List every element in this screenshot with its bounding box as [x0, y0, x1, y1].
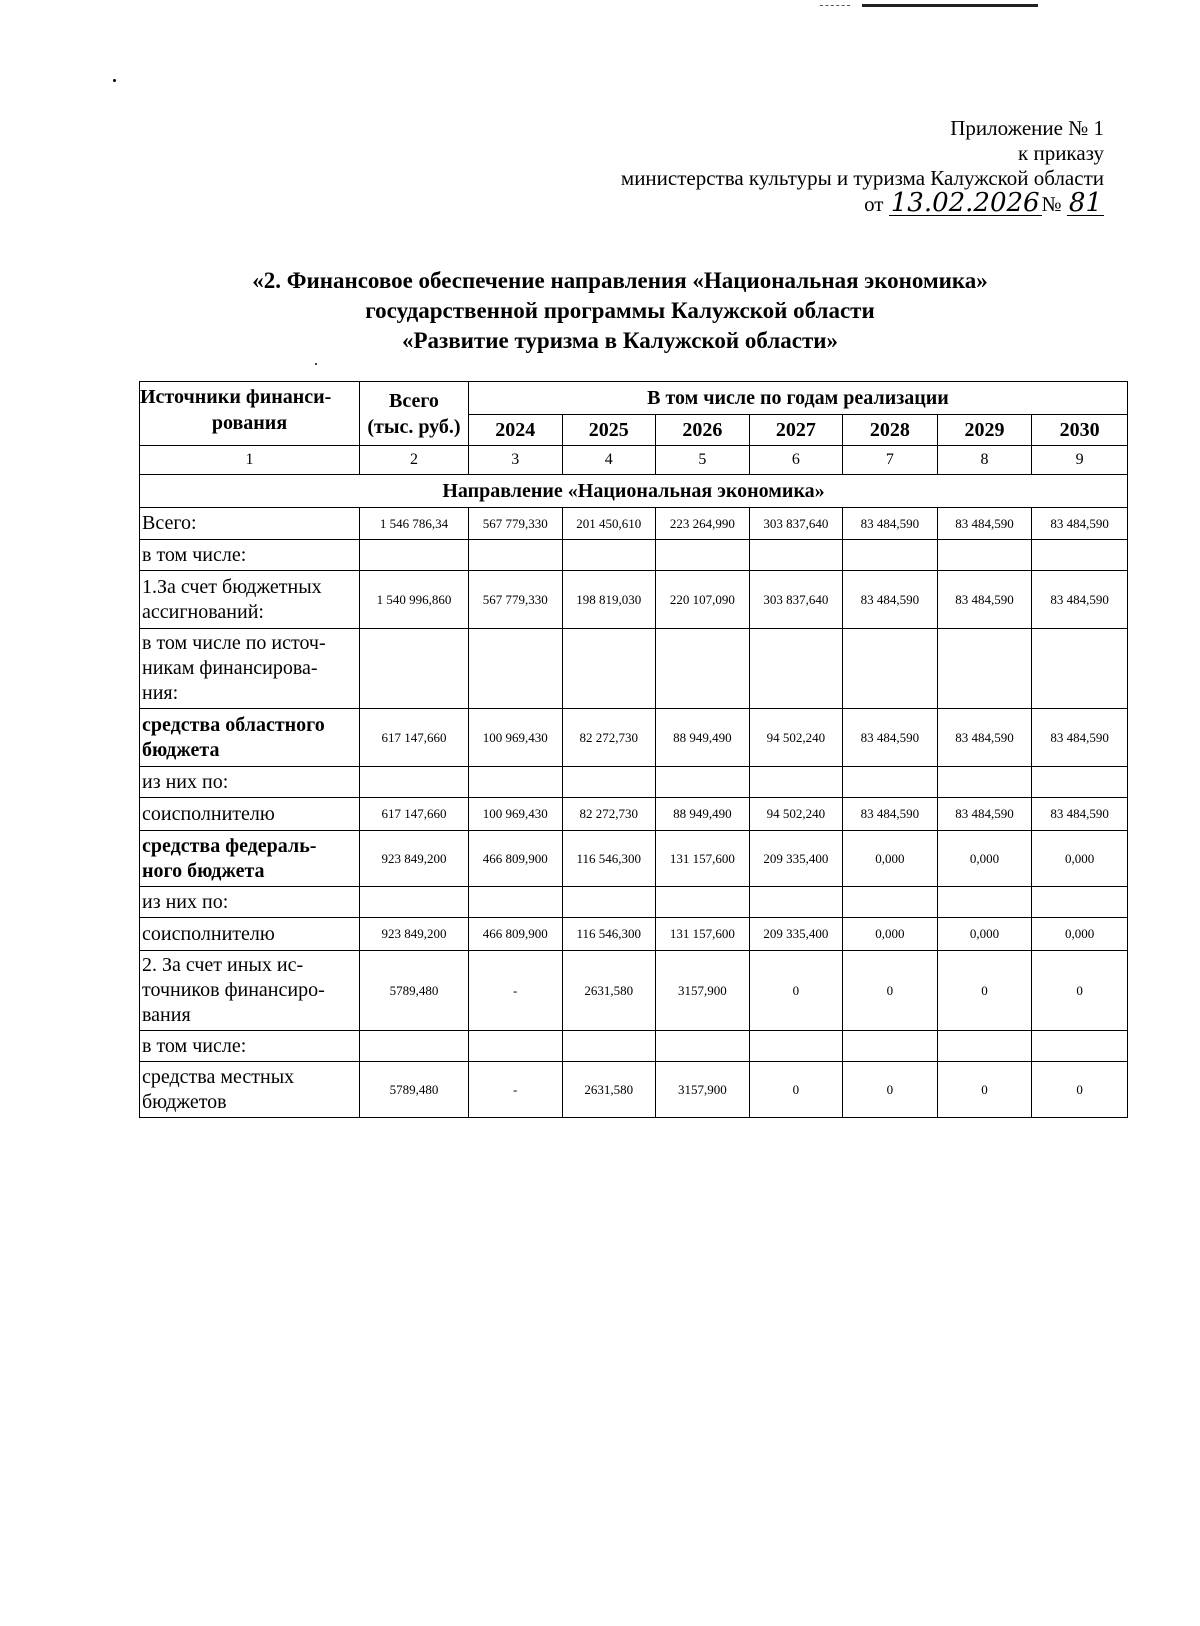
- cell-total: [359, 887, 468, 918]
- cell-year-value: -: [468, 1062, 562, 1118]
- cell-year-value: 0: [937, 951, 1032, 1031]
- row-label-line: 1.За счет бюджетных: [142, 575, 322, 598]
- cell-year-value: 303 837,640: [749, 508, 843, 540]
- cell-year-value: 0: [749, 1062, 843, 1118]
- cell-year-value: 466 809,900: [468, 831, 562, 887]
- header-total-line: Всего: [389, 389, 439, 412]
- cell-year-value: 220 107,090: [656, 571, 750, 629]
- header-year: 2028: [843, 415, 938, 446]
- cell-year-value: 2631,580: [562, 1062, 656, 1118]
- cell-year-value: 94 502,240: [749, 798, 843, 831]
- row-label: [140, 1062, 360, 1118]
- cell-year-value: 0: [843, 1062, 938, 1118]
- cell-total: 5789,480: [359, 1062, 468, 1118]
- cell-total: 617 147,660: [359, 709, 468, 767]
- cell-year-value: [562, 767, 656, 798]
- row-label-line: ния:: [142, 682, 179, 704]
- row-label-line: средства местных: [142, 1065, 295, 1088]
- header-total-line: (тыс. руб.): [367, 415, 461, 438]
- column-number: 4: [562, 446, 656, 475]
- row-label-line: ассигнований:: [142, 600, 264, 623]
- row-label-line: бюджета: [142, 738, 220, 761]
- cell-year-value: 88 949,490: [656, 798, 750, 831]
- cell-year-value: 209 335,400: [749, 831, 843, 887]
- cell-year-value: 88 949,490: [656, 709, 750, 767]
- cell-year-value: [843, 887, 938, 918]
- cell-year-value: [937, 540, 1032, 571]
- column-number: 2: [359, 446, 468, 475]
- row-label-line: средства областного: [142, 713, 325, 736]
- cell-year-value: 0: [1032, 1062, 1128, 1118]
- cell-year-value: 83 484,590: [843, 798, 938, 831]
- cell-year-value: 83 484,590: [1032, 709, 1128, 767]
- cell-total: 923 849,200: [359, 831, 468, 887]
- row-label-line: 2. За счет иных ис-: [142, 954, 304, 976]
- table-row: [140, 1062, 1128, 1118]
- header-year: 2026: [656, 415, 750, 446]
- cell-year-value: [656, 629, 750, 709]
- cell-year-value: [749, 767, 843, 798]
- column-number: 9: [1032, 446, 1128, 475]
- cell-year-value: 83 484,590: [843, 709, 938, 767]
- scan-speck: [113, 79, 116, 82]
- column-number: 3: [468, 446, 562, 475]
- header-by-years: В том числе по годам реализации: [468, 382, 1127, 415]
- row-label-line: соисполнителю: [142, 802, 275, 825]
- cell-total: [359, 629, 468, 709]
- cell-year-value: 0: [937, 1062, 1032, 1118]
- cell-year-value: 0: [1032, 951, 1128, 1031]
- cell-total: [359, 540, 468, 571]
- cell-year-value: [468, 1031, 562, 1062]
- row-label: [140, 767, 360, 798]
- cell-year-value: [468, 629, 562, 709]
- section-title: Направление «Национальная экономика»: [140, 475, 1128, 508]
- annex-title: Приложение № 1: [950, 116, 1104, 140]
- scan-speck: [315, 363, 317, 365]
- title-line: «Развитие туризма в Калужской области»: [401, 328, 839, 353]
- row-label: [140, 831, 360, 887]
- cell-year-value: 3157,900: [656, 951, 750, 1031]
- cell-year-value: [1032, 767, 1128, 798]
- title-line: государственной программы Калужской области: [365, 298, 875, 323]
- cell-year-value: 83 484,590: [1032, 571, 1128, 629]
- row-label-line: в том числе:: [142, 1034, 247, 1057]
- column-number: 7: [843, 446, 938, 475]
- cell-year-value: [843, 767, 938, 798]
- row-label-line: соисполнителю: [142, 922, 275, 945]
- cell-year-value: [562, 1031, 656, 1062]
- cell-year-value: 3157,900: [656, 1062, 750, 1118]
- cell-year-value: 83 484,590: [937, 508, 1032, 540]
- cell-year-value: 83 484,590: [1032, 508, 1128, 540]
- cell-total: 923 849,200: [359, 918, 468, 951]
- header-sources-line: рования: [211, 412, 288, 434]
- cell-year-value: 567 779,330: [468, 508, 562, 540]
- cell-year-value: [656, 1031, 750, 1062]
- row-label: [140, 508, 360, 540]
- table-row: [140, 798, 1128, 831]
- cell-year-value: 0,000: [937, 831, 1032, 887]
- table-row: [140, 918, 1128, 951]
- row-label: [140, 1031, 360, 1062]
- cell-year-value: 131 157,600: [656, 831, 750, 887]
- cell-year-value: [468, 767, 562, 798]
- cell-year-value: 83 484,590: [937, 571, 1032, 629]
- cell-year-value: [468, 887, 562, 918]
- cell-year-value: [749, 887, 843, 918]
- header-year: 2030: [1032, 415, 1128, 446]
- row-label: [140, 629, 360, 709]
- cell-year-value: 0: [749, 951, 843, 1031]
- number-prefix: №: [1041, 192, 1062, 216]
- cell-year-value: 83 484,590: [1032, 798, 1128, 831]
- annex-order-ref: к приказу: [1018, 141, 1104, 165]
- row-label-line: никам финансирова-: [142, 657, 318, 679]
- cell-year-value: [562, 887, 656, 918]
- row-label-line: ного бюджета: [142, 859, 265, 882]
- row-label-line: в том числе по источ-: [142, 632, 326, 654]
- cell-year-value: 116 546,300: [562, 918, 656, 951]
- cell-total: [359, 767, 468, 798]
- handwritten-number: 81: [1068, 188, 1102, 218]
- cell-year-value: [937, 1031, 1032, 1062]
- cell-year-value: 201 450,610: [562, 508, 656, 540]
- cell-year-value: 0: [843, 951, 938, 1031]
- title-line: «2. Финансовое обеспечение направления «Национальная экономика»: [252, 268, 988, 293]
- cell-year-value: [749, 540, 843, 571]
- cell-year-value: 567 779,330: [468, 571, 562, 629]
- cell-year-value: 116 546,300: [562, 831, 656, 887]
- cell-year-value: 466 809,900: [468, 918, 562, 951]
- cell-year-value: [843, 629, 938, 709]
- table-row: [140, 508, 1128, 540]
- column-number: 6: [749, 446, 843, 475]
- cell-year-value: [656, 887, 750, 918]
- cell-year-value: [656, 767, 750, 798]
- cell-total: 1 546 786,34: [359, 508, 468, 540]
- table-row: [140, 1031, 1128, 1062]
- cell-year-value: [562, 540, 656, 571]
- cell-year-value: [749, 1031, 843, 1062]
- cell-year-value: [843, 540, 938, 571]
- row-label: [140, 887, 360, 918]
- cell-year-value: [468, 540, 562, 571]
- cell-year-value: 0,000: [937, 918, 1032, 951]
- row-label: [140, 951, 360, 1031]
- document-title: [140, 266, 1100, 356]
- cell-year-value: [937, 887, 1032, 918]
- table-row: [140, 831, 1128, 887]
- cell-year-value: [1032, 540, 1128, 571]
- cell-year-value: -: [468, 951, 562, 1031]
- cell-year-value: 209 335,400: [749, 918, 843, 951]
- scan-mark-dash: [820, 5, 850, 7]
- scan-mark-line: [862, 4, 1038, 7]
- row-label: [140, 571, 360, 629]
- cell-year-value: 0,000: [843, 831, 938, 887]
- row-label-line: бюджетов: [142, 1090, 227, 1113]
- header-year: 2027: [749, 415, 843, 446]
- cell-year-value: 303 837,640: [749, 571, 843, 629]
- row-label-line: вания: [142, 1004, 191, 1026]
- cell-year-value: [656, 540, 750, 571]
- cell-year-value: 0,000: [843, 918, 938, 951]
- table-row: [140, 571, 1128, 629]
- cell-total: 5789,480: [359, 951, 468, 1031]
- annex-header: [621, 116, 1104, 217]
- cell-year-value: 2631,580: [562, 951, 656, 1031]
- cell-year-value: 83 484,590: [843, 508, 938, 540]
- table-row: [140, 767, 1128, 798]
- cell-total: 617 147,660: [359, 798, 468, 831]
- cell-year-value: [1032, 1031, 1128, 1062]
- header-sources: [140, 382, 360, 446]
- header-sources-line: Источники финанси-: [140, 386, 332, 408]
- table-row: [140, 629, 1128, 709]
- row-label-line: в том числе:: [142, 543, 247, 566]
- row-label-line: Всего:: [142, 512, 197, 534]
- row-label-line: из них по:: [142, 890, 229, 913]
- cell-year-value: 83 484,590: [843, 571, 938, 629]
- cell-year-value: 100 969,430: [468, 709, 562, 767]
- cell-year-value: 82 272,730: [562, 709, 656, 767]
- header-year: 2024: [468, 415, 562, 446]
- cell-year-value: [937, 767, 1032, 798]
- cell-year-value: 83 484,590: [937, 798, 1032, 831]
- header-total: [359, 382, 468, 446]
- handwritten-date: 13.02.2026: [890, 188, 1040, 218]
- table-row: [140, 540, 1128, 571]
- date-prefix: от: [864, 192, 884, 216]
- cell-year-value: 223 264,990: [656, 508, 750, 540]
- table-row: [140, 709, 1128, 767]
- cell-year-value: [843, 1031, 938, 1062]
- financing-table: [139, 381, 1128, 1118]
- annex-date-line: [621, 188, 1104, 218]
- table-row: [140, 887, 1128, 918]
- cell-year-value: 0,000: [1032, 831, 1128, 887]
- cell-total: [359, 1031, 468, 1062]
- cell-year-value: 94 502,240: [749, 709, 843, 767]
- cell-year-value: 83 484,590: [937, 709, 1032, 767]
- cell-year-value: 100 969,430: [468, 798, 562, 831]
- annex-ministry: министерства культуры и туризма Калужской области: [620, 166, 1104, 190]
- cell-year-value: [1032, 629, 1128, 709]
- cell-year-value: [749, 629, 843, 709]
- column-number: 1: [140, 446, 360, 475]
- header-year: 2029: [937, 415, 1032, 446]
- cell-year-value: 0,000: [1032, 918, 1128, 951]
- column-number: 8: [937, 446, 1032, 475]
- cell-year-value: 198 819,030: [562, 571, 656, 629]
- row-label-line: точников финансиро-: [142, 979, 325, 1001]
- row-label: [140, 798, 360, 831]
- cell-year-value: [937, 629, 1032, 709]
- row-label: [140, 918, 360, 951]
- row-label-line: средства федераль-: [142, 834, 317, 857]
- row-label: [140, 709, 360, 767]
- cell-year-value: [562, 629, 656, 709]
- header-year: 2025: [562, 415, 656, 446]
- cell-year-value: 131 157,600: [656, 918, 750, 951]
- row-label-line: из них по:: [142, 770, 229, 793]
- row-label: [140, 540, 360, 571]
- cell-year-value: 82 272,730: [562, 798, 656, 831]
- cell-year-value: [1032, 887, 1128, 918]
- table-row: [140, 951, 1128, 1031]
- column-number: 5: [656, 446, 750, 475]
- cell-total: 1 540 996,860: [359, 571, 468, 629]
